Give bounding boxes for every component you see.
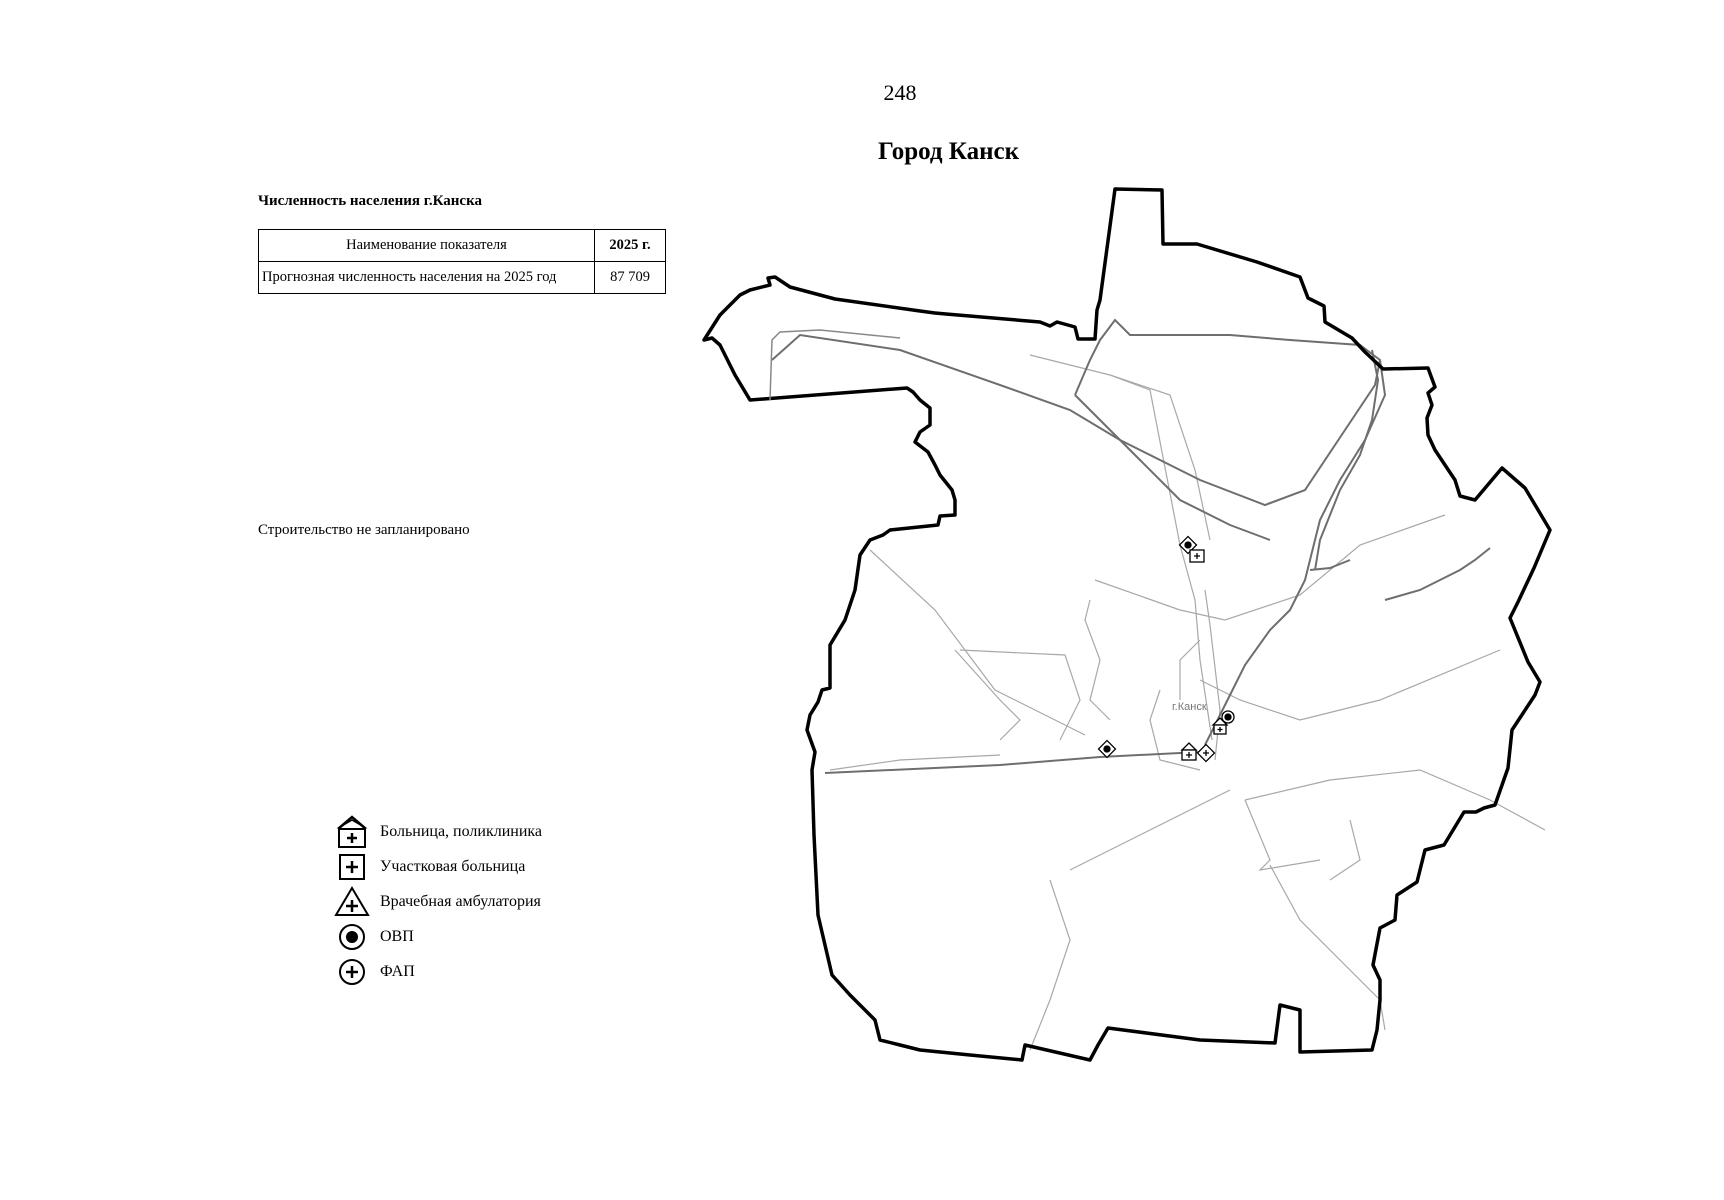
railway <box>772 320 1380 505</box>
road <box>955 650 1020 740</box>
road <box>1200 650 1500 720</box>
city-label: г.Канск <box>1172 701 1207 713</box>
road <box>1330 820 1360 880</box>
construction-note: Строительство не запланировано <box>258 522 470 538</box>
road <box>830 755 1000 770</box>
district-hospital-marker <box>1190 550 1204 562</box>
legend-item <box>334 919 634 954</box>
legend-label: ОВП <box>380 927 414 945</box>
hospital-marker <box>1182 743 1196 760</box>
population-value-cell: 87 709 <box>595 262 666 294</box>
railway-lines <box>772 320 1490 773</box>
legend-label: Участковая больница <box>380 857 526 875</box>
year-column-header: 2025 г. <box>595 230 666 262</box>
population-table-heading: Численность населения г.Канска <box>258 193 483 209</box>
railway <box>1385 548 1490 600</box>
legend-label: Больница, поликлиника <box>380 822 543 840</box>
legend-item <box>334 954 634 989</box>
road <box>870 550 1085 735</box>
road <box>1245 800 1320 870</box>
railway <box>1205 360 1385 745</box>
road <box>1030 880 1070 1050</box>
page-number: 248 <box>883 80 917 105</box>
road <box>1085 600 1110 720</box>
railway <box>1075 395 1270 540</box>
indicator-column-header: Наименование показателя <box>259 230 595 262</box>
legend-item <box>334 849 634 884</box>
feldsher-marker <box>1198 745 1215 762</box>
road <box>1245 770 1545 830</box>
medical-outpatient-icon <box>334 885 374 919</box>
legend-item <box>334 884 634 919</box>
outpatient-marker <box>1099 741 1116 758</box>
map-legend <box>334 814 634 989</box>
district-hospital-icon <box>334 850 374 884</box>
road <box>960 650 1080 740</box>
hospital-clinic-icon <box>334 815 374 849</box>
legend-label: Врачебная амбулатория <box>380 892 541 910</box>
road <box>1070 790 1230 870</box>
general-practice-icon <box>334 920 374 954</box>
facility-markers <box>1099 537 1234 762</box>
feldsher-station-icon <box>334 955 374 989</box>
legend-label: ФАП <box>380 962 415 980</box>
indicator-cell: Прогнозная численность населения на 2025 год <box>259 262 595 294</box>
road <box>1180 640 1200 700</box>
legend-item <box>334 814 634 849</box>
road <box>1095 515 1445 620</box>
road <box>1030 355 1210 540</box>
map-title: Город Канск <box>878 138 1019 165</box>
city-boundary <box>704 189 1550 1060</box>
